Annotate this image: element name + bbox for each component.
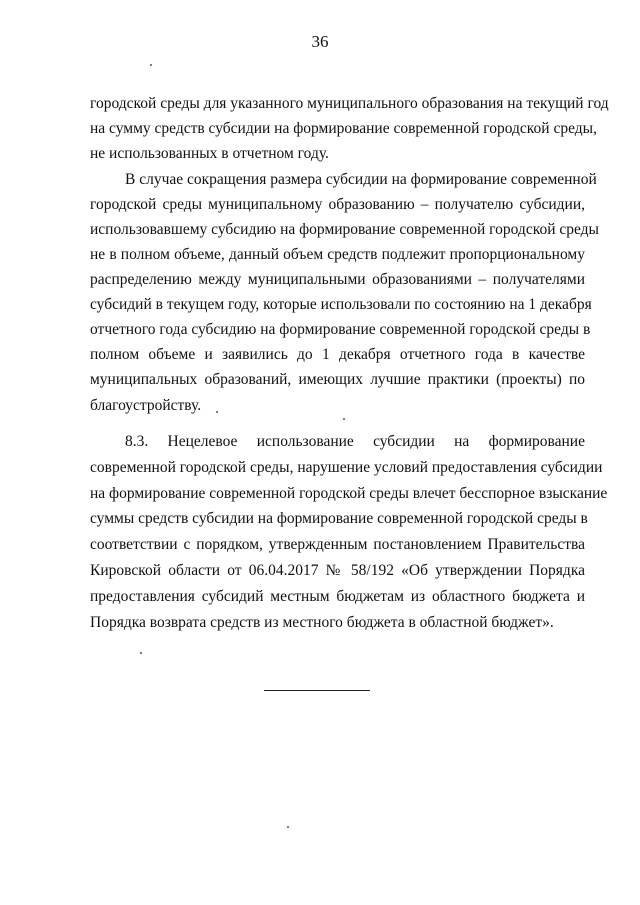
text-line: распределению между муниципальными образованиями – получателями bbox=[90, 271, 585, 288]
text-line: на формирование современной городской среды влечет бесспорное взыскание bbox=[90, 485, 608, 502]
text-line: Порядка возврата средств из местного бюджета в областной бюджет». bbox=[90, 614, 554, 631]
scan-speck bbox=[343, 418, 345, 420]
text-line: не использованных в отчетном году. bbox=[90, 145, 329, 162]
scan-speck bbox=[140, 652, 142, 654]
text-line: использовавшему субсидию на формирование современной городской среды bbox=[90, 221, 599, 238]
scan-speck bbox=[287, 826, 289, 828]
end-separator-line bbox=[264, 690, 370, 691]
text-line: суммы средств субсидии на формирование современной городской среды в bbox=[90, 510, 588, 527]
text-line: полном объеме и заявились до 1 декабря отчетного года в качестве bbox=[90, 346, 585, 363]
text-line: муниципальных образований, имеющих лучшие практики (проекты) по bbox=[90, 371, 585, 388]
text-line: городской среды муниципальному образованию – получателю субсидии, bbox=[90, 196, 585, 213]
scan-speck bbox=[150, 64, 152, 66]
page-number: 36 bbox=[311, 32, 329, 51]
text-line: на сумму средств субсидии на формирование современной городской среды, bbox=[90, 120, 597, 137]
text-line: современной городской среды, нарушение условий предоставления субсидии bbox=[90, 459, 603, 476]
text-line: городской среды для указанного муниципального образования на текущий год bbox=[90, 95, 609, 112]
text-line: 8.3. Нецелевое использование субсидии на формирование bbox=[125, 433, 585, 450]
text-line: субсидий в текущем году, которые использовали по состоянию на 1 декабря bbox=[90, 296, 592, 313]
text-line: В случае сокращения размера субсидии на формирование современной bbox=[125, 171, 597, 188]
text-line: предоставления субсидий местным бюджетам из областного бюджета и bbox=[90, 588, 585, 605]
text-line: соответствии с порядком, утвержденным постановлением Правительства bbox=[90, 536, 585, 553]
scan-speck bbox=[216, 411, 218, 413]
text-line: Кировской области от 06.04.2017 № 58/192 «Об утверждении Порядка bbox=[90, 562, 585, 579]
text-line: отчетного года субсидию на формирование современной городской среды в bbox=[90, 321, 591, 338]
text-line: благоустройству. bbox=[90, 397, 202, 414]
text-line: не в полном объеме, данный объем средств подлежит пропорциональному bbox=[90, 246, 585, 263]
